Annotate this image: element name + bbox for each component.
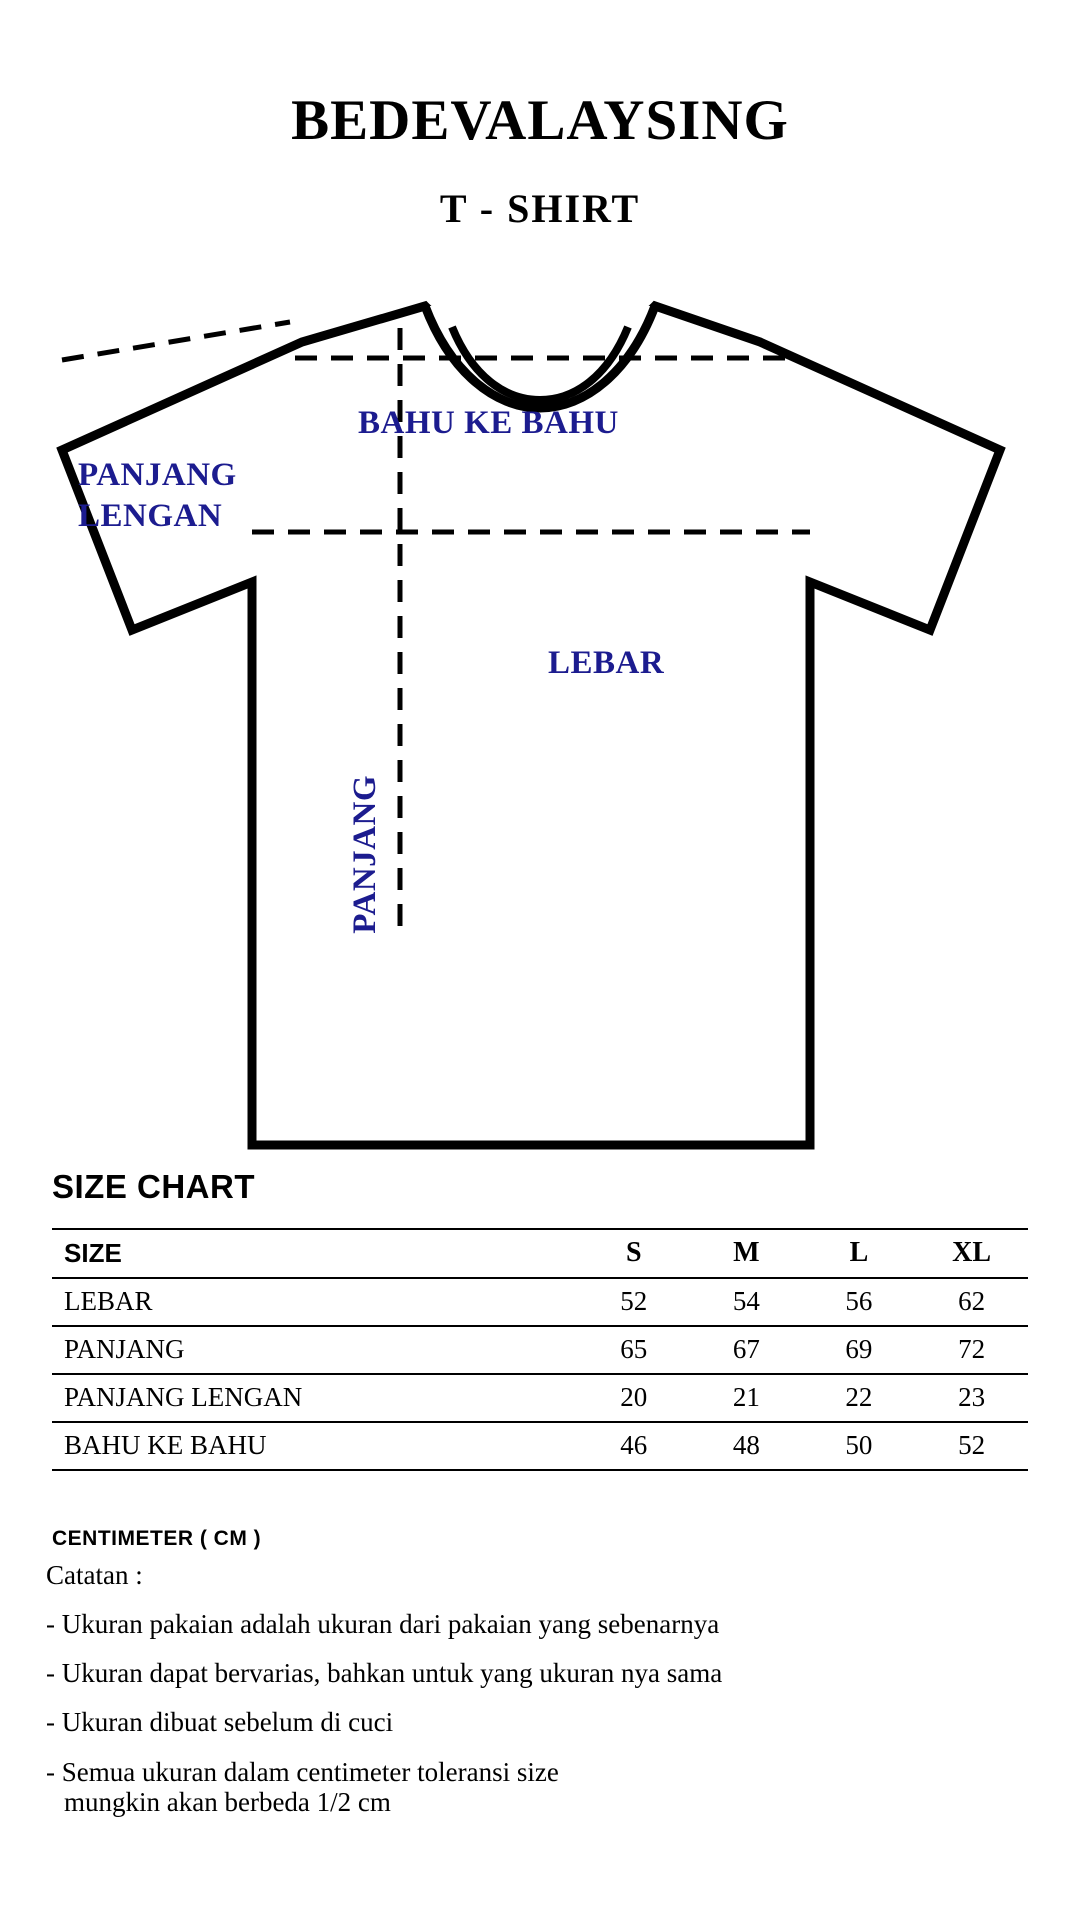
notes-block [46, 1562, 1046, 1817]
label-length: PANJANG [347, 775, 383, 934]
note-item: - Ukuran dapat bervarias, bahkan untuk yang ukuran nya sama [46, 1658, 723, 1688]
cell-value: 23 [915, 1374, 1028, 1422]
cell-value: 46 [577, 1422, 690, 1470]
label-shoulder-to-shoulder: BAHU KE BAHU [358, 405, 619, 441]
page-title: BEDEVALAYSING [291, 89, 789, 152]
size-chart-title: SIZE CHART [52, 1168, 255, 1205]
row-label: BAHU KE BAHU [52, 1422, 577, 1470]
notes-heading: Catatan : [46, 1560, 143, 1590]
cell-value: 69 [803, 1326, 916, 1374]
note-item: - Semua ukuran dalam centimeter toleransi size [46, 1757, 559, 1787]
table-header-row [52, 1229, 1028, 1278]
column-header-l: L [803, 1229, 916, 1278]
note-item: - Ukuran dibuat sebelum di cuci [46, 1707, 394, 1737]
row-label: PANJANG [52, 1326, 577, 1374]
cell-value: 65 [577, 1326, 690, 1374]
cell-value: 72 [915, 1326, 1028, 1374]
size-chart-table [52, 1228, 1028, 1471]
cell-value: 22 [803, 1374, 916, 1422]
cell-value: 56 [803, 1278, 916, 1326]
cell-value: 48 [690, 1422, 803, 1470]
table-row [52, 1374, 1028, 1422]
column-header-m: M [690, 1229, 803, 1278]
sleeve-measure-line [62, 322, 290, 360]
note-item: - Ukuran pakaian adalah ukuran dari pakaian yang sebenarnya [46, 1609, 720, 1639]
cell-value: 52 [915, 1422, 1028, 1470]
cell-value: 54 [690, 1278, 803, 1326]
cell-value: 50 [803, 1422, 916, 1470]
unit-note: CENTIMETER ( CM ) [52, 1527, 262, 1550]
note-item-continued: mungkin akan berbeda 1/2 cm [64, 1786, 391, 1817]
row-label: PANJANG LENGAN [52, 1374, 577, 1422]
cell-value: 62 [915, 1278, 1028, 1326]
column-header-xl: XL [915, 1229, 1028, 1278]
cell-value: 67 [690, 1326, 803, 1374]
table-row [52, 1326, 1028, 1374]
product-subtitle: T - SHIRT [439, 186, 641, 231]
label-sleeve-length: PANJANG LENGAN [78, 457, 237, 535]
cell-value: 20 [577, 1374, 690, 1422]
cell-value: 21 [690, 1374, 803, 1422]
column-header-s: S [577, 1229, 690, 1278]
cell-value: 52 [577, 1278, 690, 1326]
table-row [52, 1278, 1028, 1326]
row-label: LEBAR [52, 1278, 577, 1326]
table-row [52, 1422, 1028, 1470]
label-width: LEBAR [548, 645, 665, 681]
column-header-size: SIZE [52, 1229, 577, 1278]
